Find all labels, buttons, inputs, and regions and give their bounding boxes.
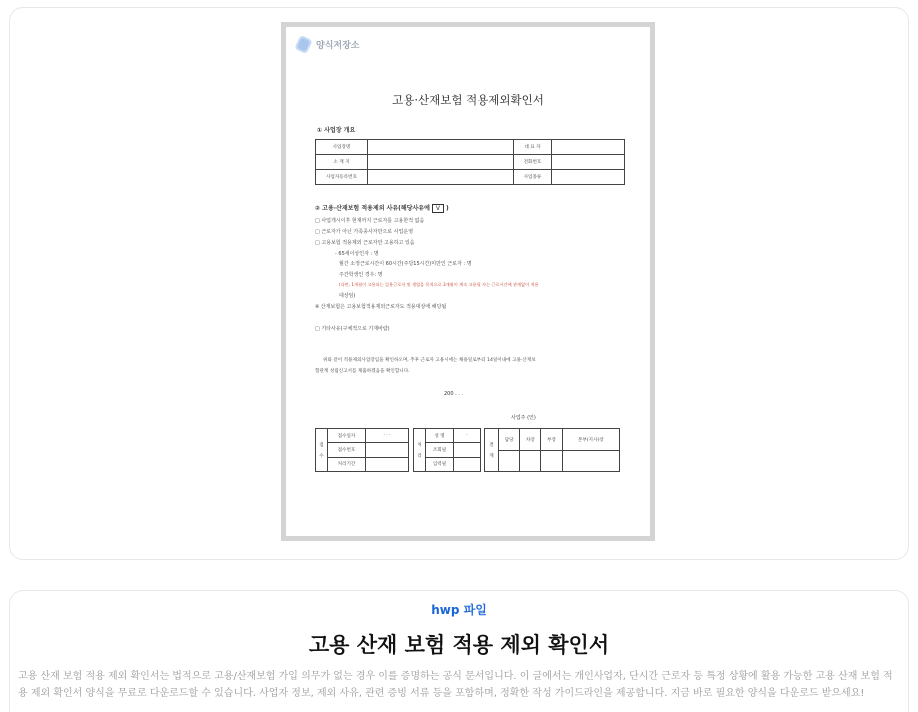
approval-header: 본부(지사)장 (562, 429, 619, 451)
cell-label: 대 표 자 (514, 140, 552, 155)
cell-label: 조회필 (426, 443, 454, 457)
side-char: 수 (319, 453, 324, 459)
table-row (485, 451, 620, 472)
reason-line: 월간 소정근로시간이 60시간(주당15시간)미만인 근로자 : 명 (339, 261, 472, 267)
approval-side-label (485, 429, 499, 472)
table-row (316, 170, 625, 185)
check-mark-box: V (432, 204, 444, 213)
cell-value (454, 457, 481, 471)
approval-header: 차장 (520, 429, 541, 451)
cell-value (552, 140, 625, 155)
cell-value (368, 140, 514, 155)
section1-heading: ① 사업장 개요 (317, 127, 356, 134)
reason-line: □ 근로자가 아닌 가족종사자만으로 사업운영 (315, 229, 414, 235)
section2-heading (315, 203, 449, 213)
cell-value (366, 457, 409, 471)
cell-value (552, 155, 625, 170)
business-owner-line: 사업주 (인) (511, 415, 536, 421)
approval-header: 부장 (541, 429, 562, 451)
side-char: 결 (489, 442, 494, 448)
cell-label: 사업종류 (514, 170, 552, 185)
cell-value (368, 170, 514, 185)
reason-note-end: 대상임) (339, 293, 356, 299)
reason-note: (다만, 1개월이 고용되는 일용근로자 및 생업을 목적으로 3개월이 계속 고용될 자는 근로시간에 관계없이 적용 (339, 282, 539, 287)
table-row (414, 429, 481, 443)
watermark-logo (294, 35, 359, 54)
cell-value (366, 443, 409, 457)
cell-value: · (454, 429, 481, 443)
receipt-side-label (316, 429, 328, 472)
processor-side-label (414, 429, 426, 472)
preview-card (9, 7, 909, 560)
reason-line: □ 사업개시이후 현재까지 근로자를 고용한적 없음 (315, 218, 425, 224)
document-page (286, 27, 650, 536)
approval-sign-cell (562, 451, 619, 472)
file-type-label[interactable]: hwp 파일 (431, 603, 487, 617)
reason-line: □ 고용보험 적용제외 근로자만 고용하고 있음 (315, 240, 415, 246)
reason-line: □ 기타사유(구체적으로 기재바람) (315, 326, 390, 332)
cell-label: 성 명 (426, 429, 454, 443)
document-preview[interactable] (281, 22, 655, 541)
reason-line: ※ 산재보험은 고용보험적용제외근로자도 적용대상에 해당됨 (315, 304, 447, 310)
cell-value: · · · (366, 429, 409, 443)
approval-table (484, 428, 620, 472)
reason-line: - 65세이상인자 : 명 (335, 251, 379, 257)
table-row (316, 457, 409, 471)
approval-sign-cell (520, 451, 541, 472)
document-title: 고용·산재보험 적용제외확인서 (392, 93, 544, 107)
reason-line: 주간학생인 경우: 명 (339, 272, 383, 278)
cell-label: 입력필 (426, 457, 454, 471)
approval-sign-cell (541, 451, 562, 472)
side-char: 리 (417, 453, 422, 459)
receipt-table (315, 428, 409, 472)
page-title: 고용 산재 보험 적용 제외 확인서 (308, 633, 610, 657)
approval-header: 담당 (499, 429, 520, 451)
info-card (9, 590, 909, 712)
section2-heading-text: ② 고용·산재보험 적용제외 사유(해당사유에 (315, 205, 430, 212)
table-row (316, 429, 409, 443)
date-line: 200 . . . (444, 391, 464, 397)
cell-value (454, 443, 481, 457)
side-char: 재 (489, 453, 494, 459)
cell-label: 처리기간 (328, 457, 366, 471)
logo-text: 양식저장소 (316, 41, 360, 51)
cell-label: 소 재 지 (316, 155, 368, 170)
cell-label: 접수번호 (328, 443, 366, 457)
table-row (316, 140, 625, 155)
approval-sign-cell (499, 451, 520, 472)
side-char: 처 (417, 442, 422, 448)
side-char: 접 (319, 442, 324, 448)
cell-label: 사업자등록번호 (316, 170, 368, 185)
cell-value (368, 155, 514, 170)
cell-label: 사업장명 (316, 140, 368, 155)
cell-label: 전화번호 (514, 155, 552, 170)
cell-value (552, 170, 625, 185)
table-row (316, 155, 625, 170)
table-row (316, 443, 409, 457)
table-row (485, 429, 620, 451)
logo-icon (294, 35, 313, 54)
statement-line: 위와 같이 적용제외사업장임을 확인하오며, 추후 근로자 고용시에는 채용일로부터 14일이내에 고용·산재보 (323, 358, 536, 363)
cell-label: 접수일자 (328, 429, 366, 443)
processor-table (413, 428, 481, 472)
section2-heading-end: ) (446, 205, 449, 212)
statement-line: 험관계 성립신고서를 제출하겠음을 확인합니다. (315, 369, 410, 374)
description-text: 고용 산재 보험 적용 제외 확인서는 법적으로 고용/산재보험 가입 의무가 없는 경우 이를 증명하는 공식 문서입니다. 이 글에서는 개인사업자, 단시간 근로자 등 특정 상황에 활용 가능한 고용 산재 보험 적용 제외 확인서 양식을 무료로 다운로드할 수 있습니다. 사업자 정보, 제외 사유, 관련 증빙 서류 등을 포함하며, 정확한 작성 가이드라인을 제공합니다. 지금 바로 필요한 양식을 다운로드 받으세요! (18, 671, 893, 699)
business-overview-table (315, 139, 625, 185)
